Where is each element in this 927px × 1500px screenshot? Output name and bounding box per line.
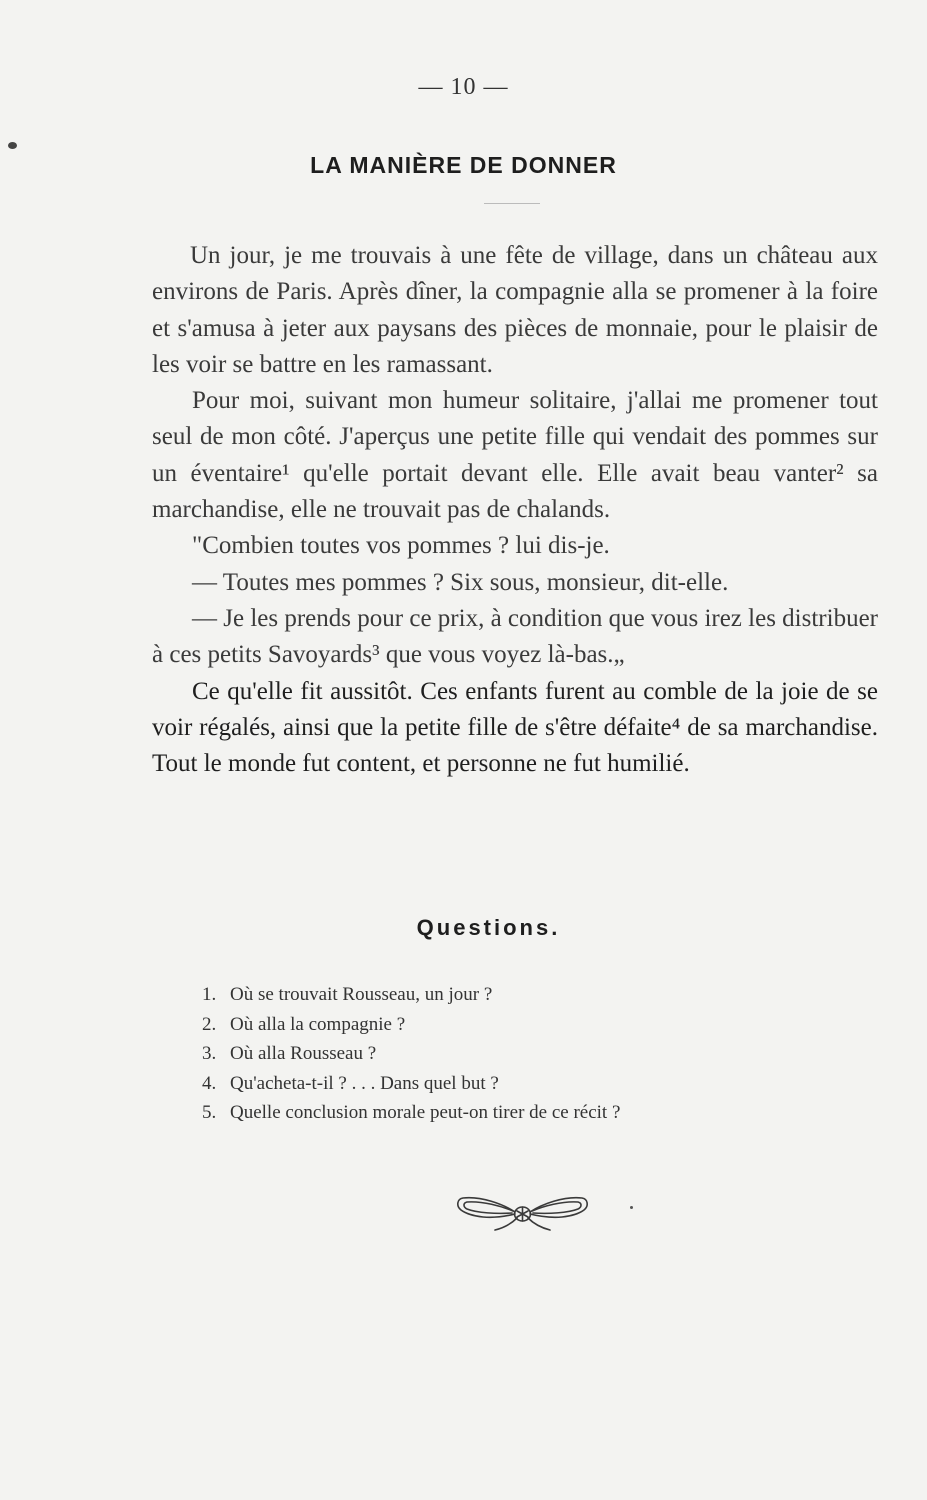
question-number: 2. [202,1013,217,1035]
dialogue-line: — Je les prends pour ce prix, à condition que vous irez les distribuer à ces petits Savoyards³ que vous voyez là-bas.„ [152,604,878,669]
question-text: Quelle conclusion morale peut-on tirer de ce récit ? [230,1102,621,1123]
page-number: — 10 — [418,74,509,100]
dialogue-line: "Combien toutes vos pommes ? lui dis-je. [192,532,610,560]
questions-heading: Questions. [416,915,561,940]
dialogue-line: — Toutes mes pommes ? Six sous, monsieur, dit-elle. [192,568,729,596]
title-divider [484,203,540,204]
question-item [202,980,822,1010]
question-item [202,1069,822,1099]
story-text [152,238,878,782]
question-number: 5. [202,1102,217,1123]
chapter-title: LA MANIÈRE DE DONNER [310,152,617,178]
question-number: 1. [202,984,217,1005]
question-text: Où alla Rousseau ? [230,1043,377,1064]
margin-ink-spot [8,142,17,149]
stray-dot [630,1206,633,1209]
question-text: Où alla la compagnie ? [230,1013,406,1035]
questions-list [202,980,822,1128]
story-paragraph: Un jour, je me trouvais à une fête de village, dans un château aux environs de Paris. Après dîner, la compagnie alla se promener à la foire et s'amusa à jeter aux paysans des pièces de monnaie, pour le plaisir de les voir se battre en les ramassant. [152,242,878,378]
story-paragraph: Pour moi, suivant mon humeur solitaire, j'allai me promener tout seul de mon côté. J'aperçus une petite fille qui vendait des pommes sur un éventaire¹ qu'elle portait devant elle. Elle avait beau vanter² sa marchandise, elle ne trouvait pas de chalands. [152,387,878,524]
story-paragraph: Ce qu'elle fit aussitôt. Ces enfants furent au comble de la joie de se voir régalés, ainsi que la petite fille de s'être défaite⁴ de sa marchandise. Tout le monde fut content, et personne ne fut humilié. [152,677,878,778]
question-number: 3. [202,1043,217,1064]
question-number: 4. [202,1072,217,1094]
question-item [202,1010,822,1040]
question-text: Qu'acheta-t-il ? . . . Dans quel but ? [230,1072,499,1094]
question-text: Où se trouvait Rousseau, un jour ? [230,984,493,1005]
question-item [202,1098,822,1128]
ribbon-bow-icon [455,1186,590,1234]
question-item [202,1039,822,1069]
